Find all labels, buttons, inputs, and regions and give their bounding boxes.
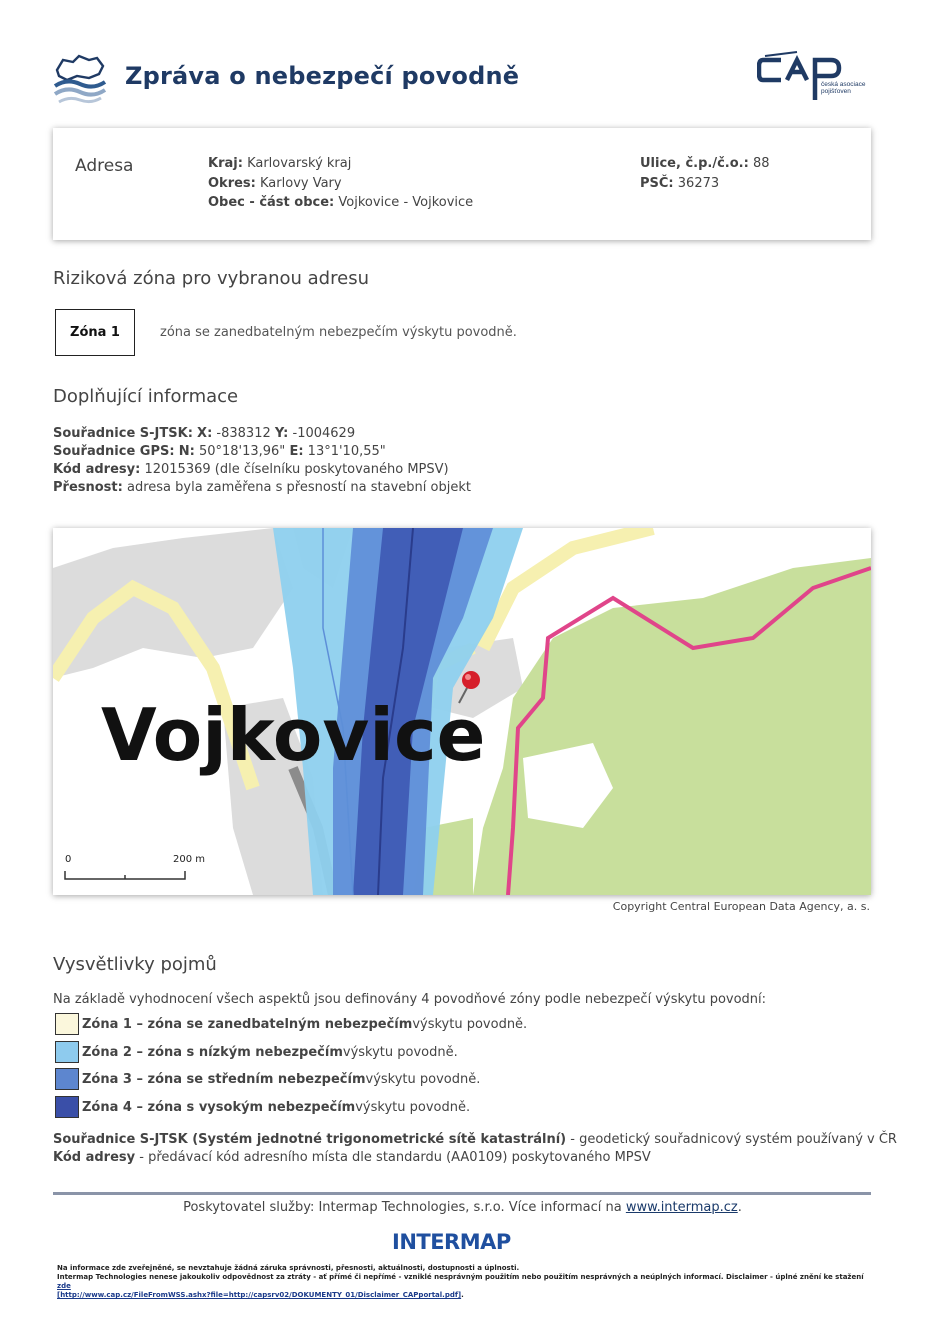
gps-row: Souřadnice GPS: N: 50°18'13,96" E: 13°1'10,55" <box>53 444 386 459</box>
disclaimer: Na informace zde zveřejněné, se nevztahuje žádná záruka správnosti, přesnosti, aktuálnosti, dostupnosti a úplnosti. Intermap Technologies nenese jakoukoliv odpovědnost za ztráty - ať přímé či nepřímé - vzniklé nesprávným použitím nebo použitím nesprávných a neúplných informací. Disclaimer - úplné znění ke stažení zde [http://www.cap.cz/FileFromWSS.ashx?file=http://capsrv02/DOKUMENTY_01/Disclaimer_CAPportal.pdf]. <box>57 1264 864 1299</box>
disclaimer-link-zde[interactable]: zde <box>57 1282 71 1290</box>
flood-logo-icon <box>53 52 107 104</box>
intermap-logo <box>392 1228 532 1254</box>
legend-item-zone-2: Zóna 2 – zóna s nízkým nebezpečím výskytu povodně. <box>55 1041 458 1063</box>
cap-subtitle: česká asociace pojišťoven <box>821 81 866 95</box>
sjtsk-row: Souřadnice S-JTSK: X: -838312 Y: -1004629 <box>53 426 356 441</box>
kraj-row: Kraj: Karlovarský kraj <box>208 156 352 171</box>
intermap-logo-text: INTERMAP <box>392 1230 511 1254</box>
address-code-row: Kód adresy: 12015369 (dle číselníku poskytovaného MPSV) <box>53 462 449 477</box>
map-canvas <box>53 528 871 895</box>
zone-description: zóna se zanedbatelným nebezpečím výskytu povodně. <box>160 325 517 340</box>
zone-4-swatch <box>55 1096 79 1118</box>
address-box <box>53 128 871 240</box>
footer-divider <box>53 1192 871 1195</box>
flood-map[interactable] <box>53 528 871 895</box>
ulice-row: Ulice, č.p./č.o.: 88 <box>640 156 770 171</box>
address-label: Adresa <box>75 156 134 176</box>
term-sjtsk: Souřadnice S-JTSK (Systém jednotné trigonometrické sítě katastrální) - geodetický souřadnicový systém používaný v ČR <box>53 1132 897 1147</box>
zone-3-swatch <box>55 1068 79 1090</box>
terms-definitions <box>53 1131 897 1167</box>
report-header <box>53 48 873 108</box>
legend-item-zone-3: Zóna 3 – zóna se středním nebezpečím výskytu povodně. <box>55 1068 480 1090</box>
legend-intro: Na základě vyhodnocení všech aspektů jsou definovány 4 povodňové zóny podle nebezpečí výskytu povodní: <box>53 992 767 1007</box>
scale-end-label: 200 m <box>173 854 206 865</box>
legend-section-title: Vysvětlivky pojmů <box>53 954 217 975</box>
address-right-column <box>640 154 770 193</box>
zone-1-swatch <box>55 1013 79 1035</box>
precision-row: Přesnost: adresa byla zaměřena s přesností na stavební objekt <box>53 480 471 495</box>
term-address-code: Kód adresy - předávací kód adresního místa dle standardu (AA0109) poskytovaného MPSV <box>53 1150 651 1165</box>
okres-row: Okres: Karlovy Vary <box>208 175 342 191</box>
provider-line: Poskytovatel služby: Intermap Technologies, s.r.o. Více informací na www.intermap.cz. <box>183 1200 742 1215</box>
psc-row: PSČ: 36273 <box>640 175 720 191</box>
obec-row: Obec - část obce: Vojkovice - Vojkovice <box>208 195 474 210</box>
scale-start-label: 0 <box>65 854 72 865</box>
legend-item-zone-4: Zóna 4 – zóna s vysokým nebezpečím výskytu povodně. <box>55 1096 470 1118</box>
risk-section-title: Riziková zóna pro vybranou adresu <box>53 268 369 289</box>
map-copyright: Copyright Central European Data Agency, a. s. <box>612 900 870 913</box>
intermap-link[interactable]: www.intermap.cz <box>625 1200 738 1215</box>
place-label: Vojkovice <box>101 693 486 777</box>
disclaimer-url-link[interactable]: [http://www.cap.cz/FileFromWSS.ashx?file=http://capsrv02/DOKUMENTY_01/Disclaimer_CAPportal.pdf] <box>57 1291 462 1299</box>
page-title: Zpráva o nebezpečí povodně <box>125 62 520 90</box>
address-left-column <box>208 154 473 213</box>
cap-logo <box>757 50 873 102</box>
info-lines <box>53 425 471 497</box>
legend-item-zone-1: Zóna 1 – zóna se zanedbatelným nebezpečím výskytu povodně. <box>55 1013 527 1035</box>
info-section-title: Doplňující informace <box>53 386 239 407</box>
zone-badge: Zóna 1 <box>55 309 135 356</box>
zone-2-swatch <box>55 1041 79 1063</box>
